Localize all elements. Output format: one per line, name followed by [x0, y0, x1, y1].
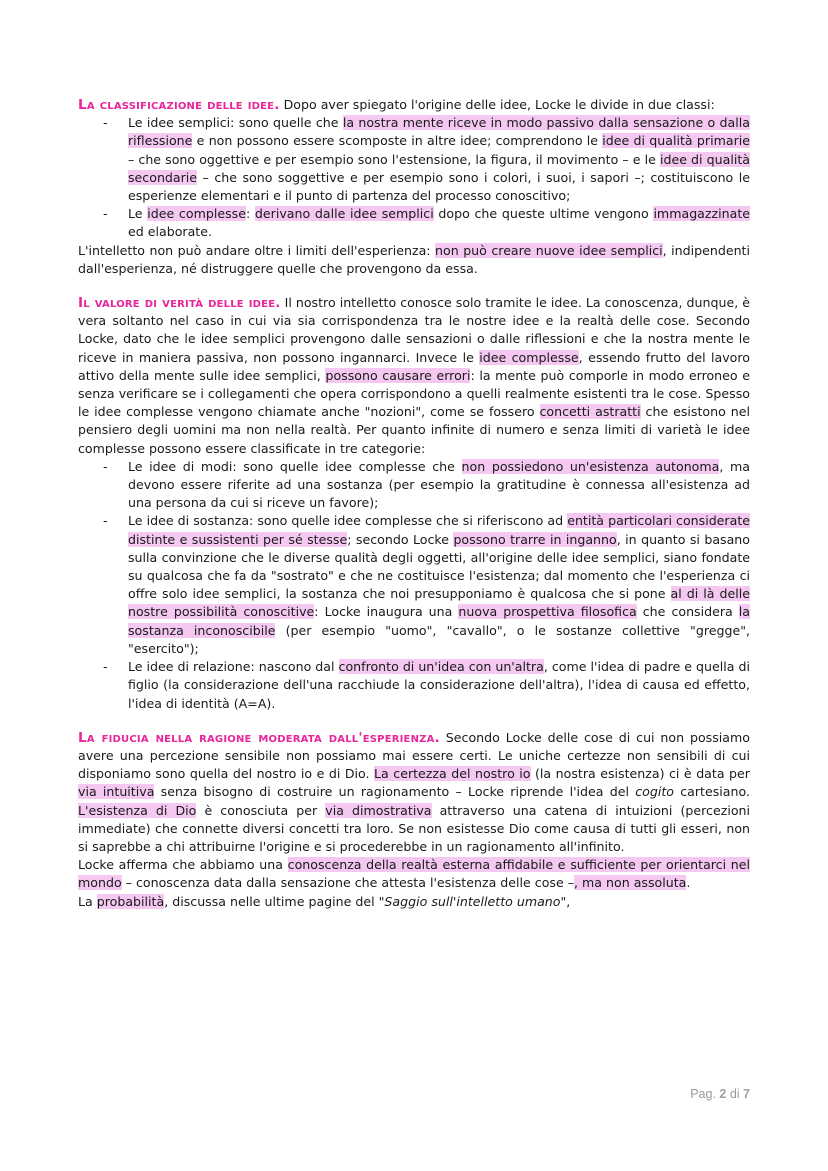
highlight: idee di qualità primarie — [602, 133, 750, 149]
italic-title: "Saggio sull'intelletto umano" — [378, 893, 567, 909]
highlight: via dimostrativa — [325, 802, 432, 818]
highlight: nuova prospettiva filosofica — [458, 604, 637, 620]
page-number: Pag. 2 di 7 — [690, 1087, 750, 1101]
highlight: idee complesse — [479, 349, 579, 365]
section-paragraph: L'intelletto non può andare oltre i limiti dell'esperienza: non può creare nuove idee semplici, indipendenti dall'esperienza, né distruggere quelle che provengono da essa. — [78, 242, 750, 276]
section-paragraph: La fiducia nella ragione moderata dall'esperienza. Secondo Locke delle cose di cui non possiamo avere una percezione sensibile non possiamo mai essere certi. Le uniche certezze non sensibili di cui disponiamo sono quella del nostro io e di Dio. La certezza del nostro io (la nostra esistenza) ci è data per via intuitiva senza bisogno di costruire un ragionamento – Locke riprende l'idea del cogito cartesiano. L'esistenza di Dio è conosciuta per via dimostrativa attraverso una catena di intuizioni (percezioni immediate) che connette diversi concetti tra loro. Se non esistesse Dio come causa di tutti gli esseri, non si saprebbe a chi attribuirne l'origine e si procederebbe in un ragionamento all'infinito. — [78, 729, 751, 854]
section-title: La fiducia nella ragione moderata dall'esperienza. — [78, 729, 440, 746]
highlight: possono causare errori — [325, 367, 471, 383]
section-paragraph: Il valore di verità delle idee. Il nostro intelletto conosce solo tramite le idee. La conoscenza, dunque, è vera soltanto nel caso in cui via sia corrispondenza tra le nostre idee e la realtà delle cose. Secondo Locke, dato che le idee semplici provengono dalle sensazioni o dalle riflessioni e che la nostra mente le riceve in maniera passiva, non possono ingannarci. Invece le idee complesse, essendo frutto del lavoro attivo della mente sulle idee semplici, possono causare errori: la mente può comporle in modo erroneo e senza verificare se i collegamenti che opera corrispondono a quelli realmente esistenti tra le cose. Spesso le idee complesse vengono chiamate anche "nozioni", come se fossero concetti astratti che esistono nel pensiero degli uomini ma non nella realtà. Per quanto infinite di numero e senza limiti di varietà le idee complesse possono essere classificate in tre categorie: — [78, 295, 750, 456]
list-item: - Le idee semplici: sono quelle che la nostra mente riceve in modo passivo dalla sensazione o dalla riflessione e non possono essere scomposte in altre idee; comprendono le idee di qualità primarie – che sono oggettive e per esempio sono l'estensione, la figura, il movimento – e le idee di qualità secondarie – che sono soggettive e per esempio sono i colori, i suoi, i sapori –; costituiscono le esperienze elementari e il punto di partenza del processo conoscitivo; — [128, 114, 750, 205]
highlight: , ma non assoluta — [574, 875, 687, 891]
highlight: al di là delle nostre possibilità conoscitive — [128, 586, 750, 620]
section-intro: La classificazione delle idee. Dopo aver spiegato l'origine delle idee, Locke le divide in due classi: — [78, 97, 715, 113]
highlight: la nostra mente riceve in modo passivo dalla sensazione o dalla riflessione — [128, 115, 750, 149]
highlight: derivano dalle idee semplici — [254, 206, 434, 222]
section-title: Il valore di verità delle idee. — [78, 295, 281, 312]
section-classificazione — [78, 96, 750, 278]
bullet-list — [78, 114, 750, 241]
list-item: - Le idee di relazione: nascono dal confronto di un'idea con un'altra, come l'idea di padre e quella di figlio (la considerazione dell'una racchiude la considerazione dell'altra), l'idea di causa ed effetto, l'idea di identità (A=A). — [128, 658, 750, 713]
highlight: L'esistenza di Dio — [78, 802, 197, 818]
list-item: - Le idee di modi: sono quelle idee complesse che non possiedono un'esistenza autonoma, ma devono essere riferite ad una sostanza (per esempio la gratitudine è connessa all'esistenza ad una persona da cui si riceve un favore); — [128, 458, 750, 513]
highlight: non può creare nuove idee semplici — [435, 242, 663, 258]
section-fiducia-ragione — [78, 729, 750, 911]
highlight: idee di qualità secondarie — [128, 151, 750, 185]
highlight: conoscenza della realtà esterna affidabile e sufficiente per orientarci nel mondo — [78, 857, 750, 891]
highlight: idee complesse — [147, 206, 246, 222]
highlight: concetti astratti — [539, 404, 641, 420]
highlight: La certezza del nostro io — [374, 766, 531, 782]
list-item: - Le idee complesse: derivano dalle idee semplici dopo che queste ultime vengono immagazzinate ed elaborate. — [128, 205, 750, 241]
document-page — [78, 96, 750, 911]
highlight: non possiedono un'esistenza autonoma — [461, 458, 720, 474]
highlight: possono trarre in inganno — [453, 531, 617, 547]
section-paragraph: Locke afferma che abbiamo una conoscenza della realtà esterna affidabile e sufficiente per orientarci nel mondo – conoscenza data dalla sensazione che attesta l'esistenza delle cose –, ma non assoluta. — [78, 857, 750, 891]
highlight: probabilità — [96, 893, 165, 909]
bullet-list — [78, 458, 750, 713]
section-valore-verita — [78, 294, 750, 713]
highlight: via intuitiva — [78, 784, 155, 800]
highlight: la sostanza inconoscibile — [128, 604, 750, 638]
list-item: - Le idee di sostanza: sono quelle idee complesse che si riferiscono ad entità particolari considerate distinte e sussistenti per sé stesse; secondo Locke possono trarre in inganno, in quanto si basano sulla convinzione che le diverse qualità degli oggetti, all'origine delle idee semplici, siano fondate su qualcosa che fa da "sostrato" e che ne costituisce l'esistenza; dal momento che l'esperienza ci offre solo idee semplici, la sostanza che noi presupponiamo è qualcosa che si pone al di là delle nostre possibilità conoscitive: Locke inaugura una nuova prospettiva filosofica che considera la sostanza inconoscibile (per esempio "uomo", "cavallo", o le sostanze collettive "gregge", "esercito"); — [128, 512, 750, 658]
highlight: immagazzinate — [653, 206, 751, 222]
italic-term: cogito — [635, 784, 674, 800]
highlight: entità particolari considerate distinte e sussistenti per sé stesse — [128, 513, 751, 547]
highlight: confronto di un'idea con un'altra — [338, 659, 544, 675]
section-paragraph: La probabilità, discussa nelle ultime pagine del "Saggio sull'intelletto umano", — [78, 893, 571, 909]
section-title: La classificazione delle idee. — [78, 97, 280, 113]
